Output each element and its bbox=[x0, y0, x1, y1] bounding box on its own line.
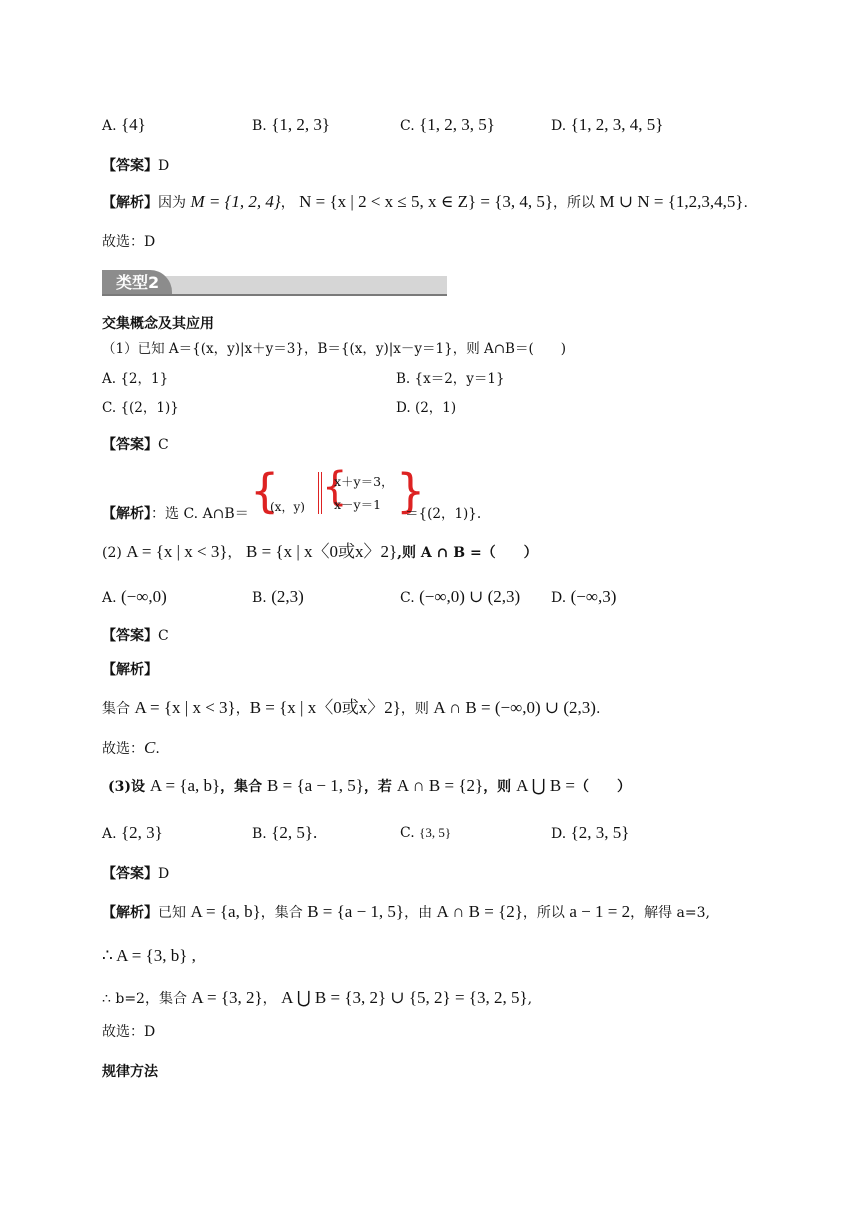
q2-option-b: B. (2,3) bbox=[252, 587, 304, 606]
q3-stem: (3)设 A = {a, b}，集合 B = {a − 1, 5}，若 A ∩ B = {2}，则 A ⋃ B =（ ） bbox=[108, 776, 632, 795]
banner-underline bbox=[102, 294, 447, 296]
q3-option-d: D. {2, 3, 5} bbox=[551, 823, 630, 842]
q3-option-a: A. {2, 3} bbox=[102, 823, 163, 842]
right-brace-icon: } bbox=[396, 464, 426, 518]
conclusion-line: 故选：D bbox=[102, 234, 156, 250]
section-title: 交集概念及其应用 bbox=[102, 316, 214, 332]
option-b: B. {1, 2, 3} bbox=[252, 115, 331, 134]
q1-option-d: D. (2，1) bbox=[396, 400, 457, 416]
q2-analysis-label: 【解析】 bbox=[102, 662, 158, 678]
equation-2: x－y＝1 bbox=[334, 497, 382, 512]
q2-analysis: 集合 A = {x | x < 3}，B = {x | x〈0或x〉2}，则 A ∩ B = (−∞,0) ∪ (2,3). bbox=[102, 698, 601, 717]
q1-analysis-result: ＝{(2，1)}. bbox=[405, 506, 482, 522]
footer-heading: 规律方法 bbox=[102, 1064, 158, 1080]
section-banner bbox=[102, 270, 447, 296]
system-brace-icon: { bbox=[322, 464, 348, 510]
q3-answer: 【答案】D bbox=[102, 866, 170, 882]
option-d: D. {1, 2, 3, 4, 5} bbox=[551, 115, 664, 134]
q1-stem: （1）已知 A＝{(x，y)|x＋y＝3}，B＝{(x，y)|x－y＝1}，则 A∩B＝( ) bbox=[102, 341, 567, 357]
q1-analysis-label: 【解析】：选 C. A∩B＝ bbox=[102, 506, 249, 522]
set-element: (x，y) bbox=[270, 500, 305, 514]
q2-option-c: C. (−∞,0) ∪ (2,3) bbox=[400, 587, 521, 606]
q3-analysis-2: ∴ A = {3, b} , bbox=[102, 946, 196, 965]
q2-conclusion: 故选：C. bbox=[102, 738, 160, 757]
q1-option-a: A. {2，1} bbox=[102, 371, 169, 387]
q3-option-b: B. {2, 5}. bbox=[252, 823, 318, 842]
option-c: C. {1, 2, 3, 5} bbox=[400, 115, 495, 134]
q2-stem: (2) A = {x | x < 3}， B = {x | x〈0或x〉2},则 A ∩ B =（ ） bbox=[102, 542, 538, 561]
q1-option-c: C. {(2，1)} bbox=[102, 400, 179, 416]
q1-option-b: B. {x＝2，y＝1} bbox=[396, 371, 505, 387]
q1-set-builder bbox=[250, 464, 426, 520]
q2-option-a: A. (−∞,0) bbox=[102, 587, 167, 606]
q3-option-c: C. {3, 5} bbox=[400, 825, 452, 841]
analysis-line: 【解析】因为 M = {1, 2, 4}， N = {x | 2 < x ≤ 5, x ∈ Z} = {3, 4, 5}，所以 M ∪ N = {1,2,3,4,5}. bbox=[102, 192, 748, 211]
q3-conclusion: 故选：D bbox=[102, 1024, 156, 1040]
q1-answer: 【答案】C bbox=[102, 437, 169, 453]
q3-analysis-3: ∴ b=2，集合 A = {3, 2}， A ⋃ B = {3, 2} ∪ {5, 2} = {3, 2, 5}, bbox=[102, 988, 533, 1007]
answer-line: 【答案】D bbox=[102, 158, 170, 174]
q3-analysis-1: 【解析】已知 A = {a, b}，集合 B = {a − 1, 5}，由 A ∩ B = {2}，所以 a − 1 = 2，解得 a=3, bbox=[102, 902, 710, 921]
section-tag: 类型2 bbox=[102, 270, 172, 294]
q2-option-d: D. (−∞,3) bbox=[551, 587, 617, 606]
left-brace-icon: { bbox=[250, 464, 280, 518]
equation-1: x＋y＝3， bbox=[334, 474, 394, 489]
q2-answer: 【答案】C bbox=[102, 628, 169, 644]
option-a: A. {4} bbox=[102, 115, 146, 134]
